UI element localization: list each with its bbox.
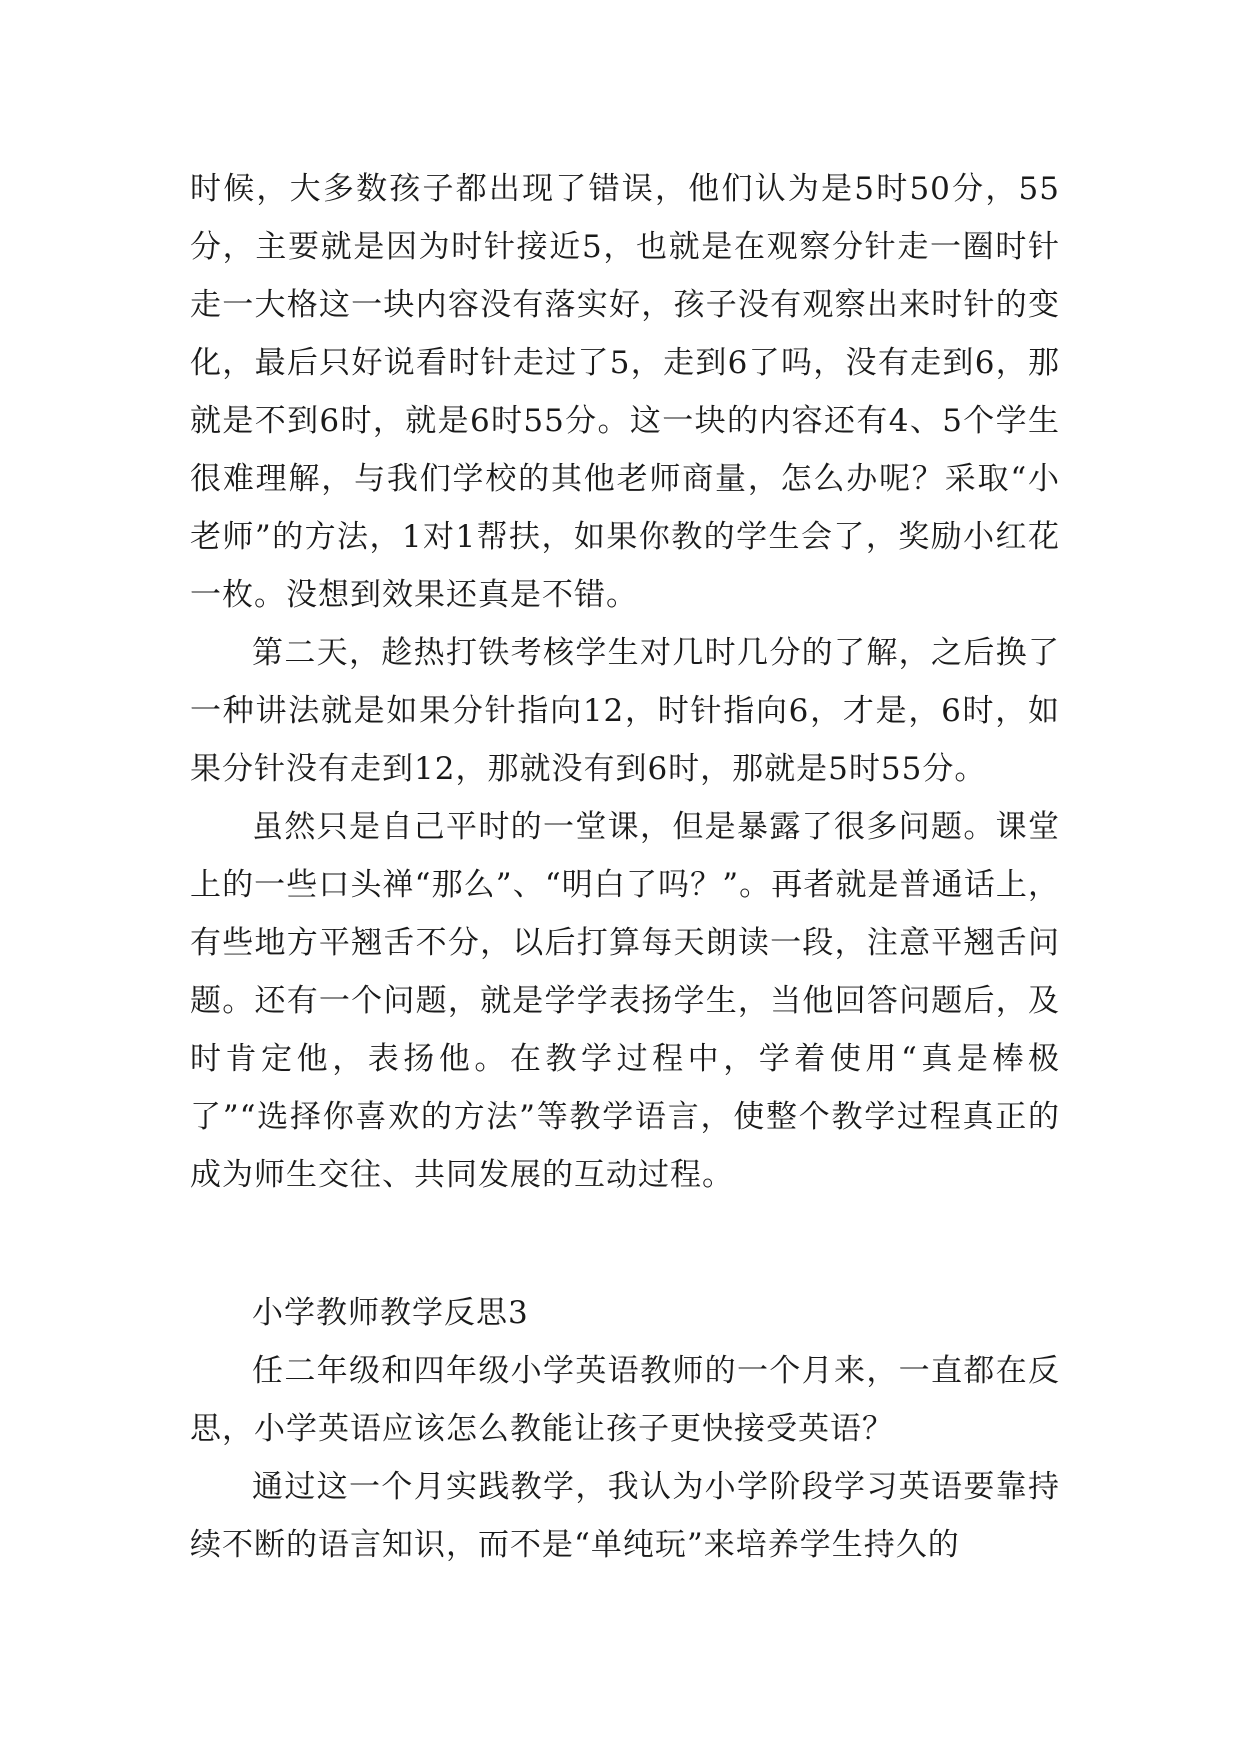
section-title: 小学教师教学反思3	[252, 1295, 529, 1331]
paragraph-second-day: 第二天，趁热打铁考核学生对几时几分的了解，之后换了一种讲法就是如果分针指向12，时针指向6，才是，6时，如果分针没有走到12，那就没有到6时，那就是5时55分。	[190, 635, 1060, 787]
paragraph-english-intro: 任二年级和四年级小学英语教师的一个月来，一直都在反思，小学英语应该怎么教能让孩子更快接受英语？	[190, 1353, 1060, 1447]
paragraph-continuation: 时候，大多数孩子都出现了错误，他们认为是5时50分，55分，主要就是因为时针接近5，也就是在观察分针走一圈时针走一大格这一块内容没有落实好，孩子没有观察出来时针的变化，最后只好说看时针走过了5，走到6了吗，没有走到6，那就是不到6时，就是6时55分。这一块的内容还有4、5个学生很难理解，与我们学校的其他老师商量，怎么办呢？采取“小老师”的方法，1对1帮扶，如果你教的学生会了，奖励小红花一枚。没想到效果还真是不错。	[190, 171, 1060, 613]
paragraph-reflection: 虽然只是自己平时的一堂课，但是暴露了很多问题。课堂上的一些口头禅“那么”、“明白了吗？”。再者就是普通话上，有些地方平翘舌不分，以后打算每天朗读一段，注意平翘舌问题。还有一个问题，就是学学表扬学生，当他回答问题后，及时肯定他，表扬他。在教学过程中，学着使用“真是棒极了”“选择你喜欢的方法”等教学语言，使整个教学过程真正的成为师生交往、共同发展的互动过程。	[190, 809, 1060, 1193]
section-spacer	[190, 1204, 1060, 1284]
paragraph-english-practice: 通过这一个月实践教学，我认为小学阶段学习英语要靠持续不断的语言知识，而不是“单纯玩”来培养学生持久的	[190, 1469, 1060, 1563]
document-body	[190, 160, 1060, 1574]
